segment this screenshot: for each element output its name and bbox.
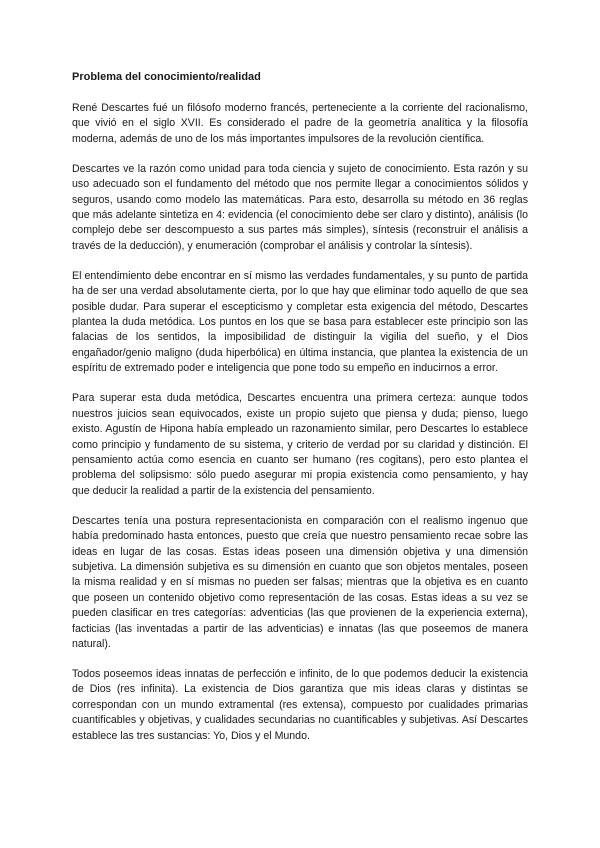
paragraph-methodical-doubt: El entendimiento debe encontrar en sí mismo las verdades fundamentales, y su punto de partida ha de ser una verdad absolutamente cierta, por lo que hay que eliminar todo aquello de que sea posible dudar. Para superar el escepticismo y completar esta exigencia del método, Descartes plantea la duda metódica. Los puntos en los que se basa para establecer este principio son las falacias de los sentidos, la imposibilidad de distinguir la vigilia del sueño, y el Dios engañador/genio maligno (duda hiperbólica) en última instancia, que plantea la existencia de un espíritu de extremado poder e inteligencia que pone todo su empeño en inducirnos a error. — [72, 269, 528, 375]
paragraph-intro: René Descartes fué un filósofo moderno francés, perteneciente a la corriente del racionalismo, que vivió en el siglo XVII. Es considerado el padre de la geometría analítica y la filosofía moderna, además de uno de los más importantes impulsores de la revolución científica. — [72, 102, 528, 145]
paragraph-substances: Todos poseemos ideas innatas de perfección e infinito, de lo que podemos deducir la existencia de Dios (res infinita). La existencia de Dios garantiza que mis ideas claras y distintas se correspondan con un mundo extramental (res extensa), compuesto por cualidades primarias cuantificables y objetivas, y cualidades secundarias no cuantificables y subjetivas. Así Descartes establece las tres sustancias: Yo, Dios y el Mundo. — [72, 667, 528, 742]
paragraph-method: Descartes ve la razón como unidad para toda ciencia y sujeto de conocimiento. Esta razón y su uso adecuado son el fundamento del método que nos permite llegar a conocimientos sólidos y seguros, usando como modelo las matemáticas. Para esto, desarrolla su método en 36 reglas que más adelante sintetiza en 4: evidencia (el conocimiento debe ser claro y distinto), análisis (lo complejo debe ser descompuesto a sus partes más simples), síntesis (reconstruir el análisis a través de la deducción), y enumeración (comprobar el análisis y controlar la síntesis). — [72, 162, 528, 252]
paragraph-cogito: Para superar esta duda metódica, Descartes encuentra una primera certeza: aunque todos nuestros juicios sean equivocados, existe un propio sujeto que piensa y duda; pienso, luego existo. Agustín de Hipona había empleado un razonamiento similar, pero Descartes lo establece como principio y fundamento de su sistema, y criterio de verdad por su claridad y distinción. El pensamiento actúa como esencia en cuanto ser humano (res cogitans), pero esto plantea el problema del solipsismo: sólo puedo asegurar mi propia existencia como pensamiento, y hay que deducir la realidad a partir de la existencia del pensamiento. — [72, 392, 528, 497]
paragraph-ideas: Descartes tenía una postura representacionista en comparación con el realismo ingenuo que había predominado hasta entonces, puesto que creía que nuestro pensamiento recae sobre las ideas en lugar de las cosas. Estas ideas poseen una dimensión objetiva y una dimensión subjetiva. La dimensión subjetiva es su dimensión en cuanto que son objetos mentales, poseen la misma realidad y en sí mismas no pueden ser falsas; mientras que la objetiva es en cuanto que poseen un contenido objetivo como representación de las cosas. Estas ideas a su vez se pueden clasificar en tres categorías: adventicias (las que provienen de la experiencia externa), facticias (las inventadas a partir de las adventicias) e innatas (las que poseemos de manera natural). — [72, 514, 528, 650]
document-title: Problema del conocimiento/realidad — [72, 71, 261, 83]
